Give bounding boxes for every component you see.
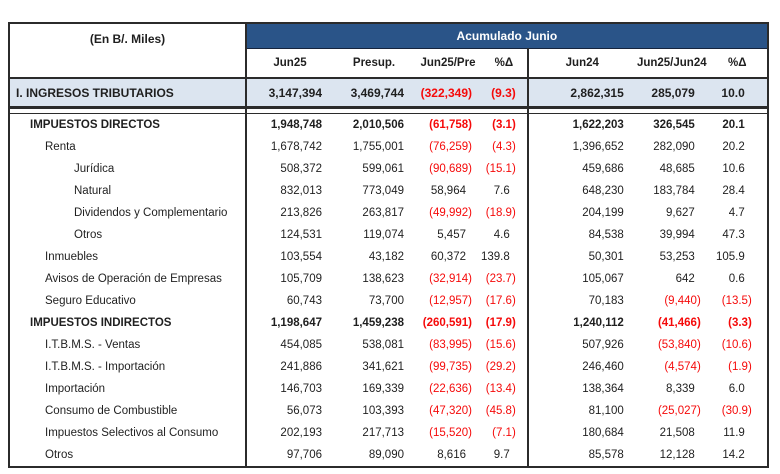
cell-value: 285,079	[636, 78, 708, 108]
cell-value: 282,090	[636, 136, 708, 158]
cell-value: 204,199	[528, 202, 636, 224]
table-row	[9, 334, 768, 356]
row-label: Jurídica	[9, 158, 246, 180]
cell-value: 246,460	[528, 356, 636, 378]
table-row	[9, 158, 768, 180]
cell-value: (4,574)	[636, 356, 708, 378]
cell-value: 5,457	[415, 224, 481, 246]
cell-value: (90,689)	[415, 158, 481, 180]
row-label: Importación	[9, 378, 246, 400]
cell-value: 4.6	[481, 224, 528, 246]
cell-value: (7.1)	[481, 422, 528, 444]
column-header-5: Jun24	[528, 49, 636, 79]
cell-value: (13.5)	[708, 290, 768, 312]
table-row	[9, 136, 768, 158]
cell-value: 58,964	[415, 180, 481, 202]
cell-value: (61,758)	[415, 114, 481, 137]
cell-value: 1,622,203	[528, 114, 636, 137]
cell-value: 48,685	[636, 158, 708, 180]
cell-value: 105,709	[246, 268, 333, 290]
table-row	[9, 356, 768, 378]
cell-value: 53,253	[636, 246, 708, 268]
cell-value: (3.1)	[481, 114, 528, 137]
cell-value: 28.4	[708, 180, 768, 202]
cell-value: 10.6	[708, 158, 768, 180]
cell-value: (13.4)	[481, 378, 528, 400]
cell-value: (17.6)	[481, 290, 528, 312]
cell-value: 20.2	[708, 136, 768, 158]
row-label: IMPUESTOS DIRECTOS	[9, 114, 246, 137]
row-label: Otros	[9, 444, 246, 467]
row-label: Renta	[9, 136, 246, 158]
cell-value: 3,469,744	[333, 78, 415, 108]
table-row	[9, 290, 768, 312]
cell-value: 599,061	[333, 158, 415, 180]
column-header-4: %Δ	[481, 49, 528, 79]
table-row	[9, 378, 768, 400]
cell-value: 213,826	[246, 202, 333, 224]
cell-value: 105.9	[708, 246, 768, 268]
cell-value: 648,230	[528, 180, 636, 202]
cell-value: 1,240,112	[528, 312, 636, 334]
cell-value: 241,886	[246, 356, 333, 378]
cell-value: 21,508	[636, 422, 708, 444]
cell-value: 4.7	[708, 202, 768, 224]
row-label: Consumo de Combustible	[9, 400, 246, 422]
row-label: I. INGRESOS TRIBUTARIOS	[9, 78, 246, 108]
cell-value: (99,735)	[415, 356, 481, 378]
cell-value: 60,743	[246, 290, 333, 312]
column-header-3: Jun25/Pre	[415, 49, 481, 79]
cell-value: 642	[636, 268, 708, 290]
row-label: Impuestos Selectivos al Consumo	[9, 422, 246, 444]
cell-value: 773,049	[333, 180, 415, 202]
cell-value: (25,027)	[636, 400, 708, 422]
group-header-row	[9, 23, 768, 49]
cell-value: 12,128	[636, 444, 708, 467]
cell-value: 217,713	[333, 422, 415, 444]
cell-value: 326,545	[636, 114, 708, 137]
cell-value: (76,259)	[415, 136, 481, 158]
cell-value: 70,183	[528, 290, 636, 312]
cell-value: 84,538	[528, 224, 636, 246]
row-label: Inmuebles	[9, 246, 246, 268]
cell-value: 50,301	[528, 246, 636, 268]
table-row	[9, 246, 768, 268]
table-row	[9, 224, 768, 246]
cell-value: 169,339	[333, 378, 415, 400]
cell-value: (53,840)	[636, 334, 708, 356]
cell-value: 180,684	[528, 422, 636, 444]
cell-value: 119,074	[333, 224, 415, 246]
row-label: I.T.B.M.S. - Ventas	[9, 334, 246, 356]
table-row	[9, 312, 768, 334]
cell-value: 8,339	[636, 378, 708, 400]
cell-value: (9,440)	[636, 290, 708, 312]
cell-value: 508,372	[246, 158, 333, 180]
row-label: Dividendos y Complementario	[9, 202, 246, 224]
cell-value: 263,817	[333, 202, 415, 224]
cell-value: (47,320)	[415, 400, 481, 422]
table-row	[9, 78, 768, 108]
cell-value: 1,678,742	[246, 136, 333, 158]
cell-value: 56,073	[246, 400, 333, 422]
cell-value: 341,621	[333, 356, 415, 378]
cell-value: 2,010,506	[333, 114, 415, 137]
row-label: Seguro Educativo	[9, 290, 246, 312]
cell-value: 6.0	[708, 378, 768, 400]
cell-value: 3,147,394	[246, 78, 333, 108]
column-header-1: Jun25	[246, 49, 333, 79]
cell-value: (10.6)	[708, 334, 768, 356]
cell-value: (15.6)	[481, 334, 528, 356]
cell-value: 1,396,652	[528, 136, 636, 158]
cell-value: (12,957)	[415, 290, 481, 312]
cell-value: (17.9)	[481, 312, 528, 334]
cell-value: 7.6	[481, 180, 528, 202]
cell-value: (260,591)	[415, 312, 481, 334]
cell-value: 11.9	[708, 422, 768, 444]
cell-value: 103,554	[246, 246, 333, 268]
row-label: I.T.B.M.S. - Importación	[9, 356, 246, 378]
cell-value: 1,948,748	[246, 114, 333, 137]
cell-value: (1.9)	[708, 356, 768, 378]
cell-value: 138,364	[528, 378, 636, 400]
table-row	[9, 114, 768, 137]
cell-value: 89,090	[333, 444, 415, 467]
cell-value: 81,100	[528, 400, 636, 422]
cell-value: 73,700	[333, 290, 415, 312]
cell-value: 20.1	[708, 114, 768, 137]
cell-value: 9,627	[636, 202, 708, 224]
cell-value: 507,926	[528, 334, 636, 356]
cell-value: 10.0	[708, 78, 768, 108]
row-label: Natural	[9, 180, 246, 202]
cell-value: (22,636)	[415, 378, 481, 400]
cell-value: 1,198,647	[246, 312, 333, 334]
table-row	[9, 202, 768, 224]
cell-value: (83,995)	[415, 334, 481, 356]
cell-value: 0.6	[708, 268, 768, 290]
column-header-2: Presup.	[333, 49, 415, 79]
cell-value: 124,531	[246, 224, 333, 246]
cell-value: (15.1)	[481, 158, 528, 180]
cell-value: 105,067	[528, 268, 636, 290]
row-label: Avisos de Operación de Empresas	[9, 268, 246, 290]
units-label: (En B/. Miles)	[9, 23, 246, 78]
cell-value: 14.2	[708, 444, 768, 467]
cell-value: 60,372	[415, 246, 481, 268]
table-row	[9, 268, 768, 290]
cell-value: (322,349)	[415, 78, 481, 108]
cell-value: 139.8	[481, 246, 528, 268]
cell-value: 9.7	[481, 444, 528, 467]
table-row	[9, 444, 768, 467]
cell-value: 1,755,001	[333, 136, 415, 158]
cell-value: 1,459,238	[333, 312, 415, 334]
table-row	[9, 422, 768, 444]
row-label: Otros	[9, 224, 246, 246]
column-header-6: Jun25/Jun24	[636, 49, 708, 79]
cell-value: 146,703	[246, 378, 333, 400]
group-title: Acumulado Junio	[246, 23, 768, 49]
cell-value: 538,081	[333, 334, 415, 356]
cell-value: (9.3)	[481, 78, 528, 108]
cell-value: (49,992)	[415, 202, 481, 224]
cell-value: 202,193	[246, 422, 333, 444]
cell-value: (41,466)	[636, 312, 708, 334]
cell-value: (15,520)	[415, 422, 481, 444]
cell-value: 138,623	[333, 268, 415, 290]
cell-value: 85,578	[528, 444, 636, 467]
ingresos-tributarios-table	[8, 22, 769, 468]
cell-value: 43,182	[333, 246, 415, 268]
cell-value: 832,013	[246, 180, 333, 202]
table-row	[9, 180, 768, 202]
cell-value: 2,862,315	[528, 78, 636, 108]
table-row	[9, 400, 768, 422]
cell-value: 454,085	[246, 334, 333, 356]
cell-value: 103,393	[333, 400, 415, 422]
cell-value: (4.3)	[481, 136, 528, 158]
cell-value: 8,616	[415, 444, 481, 467]
cell-value: (30.9)	[708, 400, 768, 422]
cell-value: 459,686	[528, 158, 636, 180]
cell-value: 183,784	[636, 180, 708, 202]
cell-value: (32,914)	[415, 268, 481, 290]
cell-value: (18.9)	[481, 202, 528, 224]
cell-value: 97,706	[246, 444, 333, 467]
cell-value: (23.7)	[481, 268, 528, 290]
cell-value: 47.3	[708, 224, 768, 246]
cell-value: (3.3)	[708, 312, 768, 334]
cell-value: (45.8)	[481, 400, 528, 422]
cell-value: (29.2)	[481, 356, 528, 378]
cell-value: 39,994	[636, 224, 708, 246]
column-header-7: %Δ	[708, 49, 768, 79]
row-label: IMPUESTOS INDIRECTOS	[9, 312, 246, 334]
